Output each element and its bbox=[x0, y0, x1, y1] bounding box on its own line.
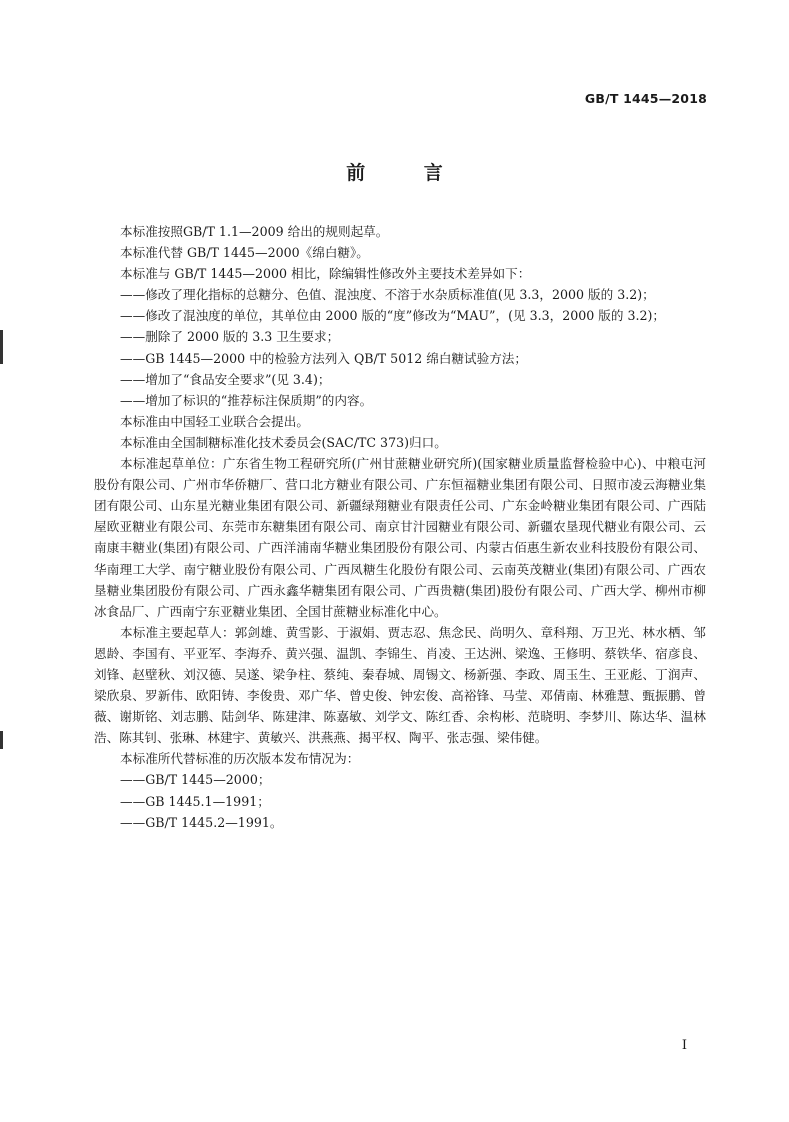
standard-code: GB/T 1445—2018 bbox=[584, 91, 707, 106]
list-item-history-3: ——GB/T 1445.2—1991。 bbox=[120, 814, 283, 830]
scan-edge-mark-bottom bbox=[0, 731, 3, 749]
list-item-change-1: ——修改了理化指标的总糖分、色值、混浊度、不溶于水杂质标准值(见 3.3，2000 版的 3.2)； bbox=[120, 287, 655, 303]
paragraph-drafters: 本标准主要起草人：郭剑雄、黄雪影、于淑娟、贾志忍、焦念民、尚明久、章科翔、万卫光、林水栖、邹恩龄、李国有、平亚军、李海乔、黄兴强、温凯、李锦生、肖凌、王达洲、梁逸、王修明、蔡铁华、宿彦良、刘锋、赵壁秋、刘汉德、吴遂、梁争柱、蔡纯、秦春城、周锡文、杨新强、李政、周玉生、王亚彪、丁润声、梁欣泉、罗新伟、欧阳铸、李俊贵、邓广华、曾史俊、钟宏俊、高裕锋、马莹、邓倩南、林雅慧、甄振鹏、曾薇、谢斯铭、刘志鹏、陆剑华、陈建津、陈嘉敏、刘学文、陈红香、余构彬、范晓明、李梦川、陈达华、温林浩、陈其钊、张琳、林建宇、黄敏兴、洪燕燕、揭平权、陶平、张志强、梁伟健。 bbox=[94, 624, 706, 746]
paragraph-centralized-by: 本标准由全国制糖标准化技术委员会(SAC/TC 373)归口。 bbox=[120, 434, 447, 450]
paragraph-differences-intro: 本标准与 GB/T 1445—2000 相比，除编辑性修改外主要技术差异如下： bbox=[120, 266, 531, 282]
list-item-change-2: ——修改了混浊度的单位，其单位由 2000 版的“度”修改为“MAU”，(见 3.3，2000 版的 3.2)； bbox=[120, 308, 665, 324]
foreword-body bbox=[94, 221, 706, 833]
list-item-history-1: ——GB/T 1445—2000； bbox=[120, 772, 271, 788]
paragraph-replaces: 本标准代替 GB/T 1445—2000《绵白糖》。 bbox=[120, 245, 369, 261]
list-item-change-6: ——增加了标识的“推荐标注保质期”的内容。 bbox=[120, 392, 373, 408]
list-item-change-5: ——增加了“食品安全要求”(见 3.4)； bbox=[120, 371, 331, 387]
paragraph-history-intro: 本标准所代替标准的历次版本发布情况为： bbox=[120, 751, 360, 767]
paragraph-drafting-units: 本标准起草单位：广东省生物工程研究所(广州甘蔗糖业研究所)(国家糖业质量监督检验中心)、中粮屯河股份有限公司、广州市华侨糖厂、营口北方糖业有限公司、广东恒福糖业集团有限公司、日照市凌云海糖业集团有限公司、山东星光糖业集团有限公司、新疆绿翔糖业有限责任公司、广东金岭糖业集团有限公司、广西陆屋欧亚糖业有限公司、东莞市东糖集团有限公司、南京甘汁园糖业有限公司、新疆农垦现代糖业有限公司、云南康丰糖业(集团)有限公司、广西洋浦南华糖业集团股份有限公司、内蒙古佰惠生新农业科技股份有限公司、华南理工大学、南宁糖业股份有限公司、广西凤糖生化股份有限公司、云南英茂糖业(集团)有限公司、广西农垦糖业集团股份有限公司、广西永鑫华糖集团有限公司、广西贵糖(集团)股份有限公司、广西大学、柳州市柳冰食品厂、广西南宁东亚糖业集团、全国甘蔗糖业标准化中心。 bbox=[94, 456, 706, 619]
list-item-history-2: ——GB 1445.1—1991； bbox=[120, 793, 270, 809]
list-item-change-4: ——GB 1445—2000 中的检验方法列入 QB/T 5012 绵白糖试验方法； bbox=[120, 350, 527, 366]
paragraph-drafting-rules: 本标准按照GB/T 1.1—2009 给出的规则起草。 bbox=[120, 224, 389, 239]
list-item-change-3: ——删除了 2000 版的 3.3 卫生要求； bbox=[120, 329, 340, 345]
page-number: I bbox=[681, 1038, 687, 1053]
scan-edge-mark-top bbox=[0, 330, 3, 364]
paragraph-proposed-by: 本标准由中国轻工业联合会提出。 bbox=[120, 413, 309, 429]
page-title: 前 言 bbox=[346, 162, 469, 184]
